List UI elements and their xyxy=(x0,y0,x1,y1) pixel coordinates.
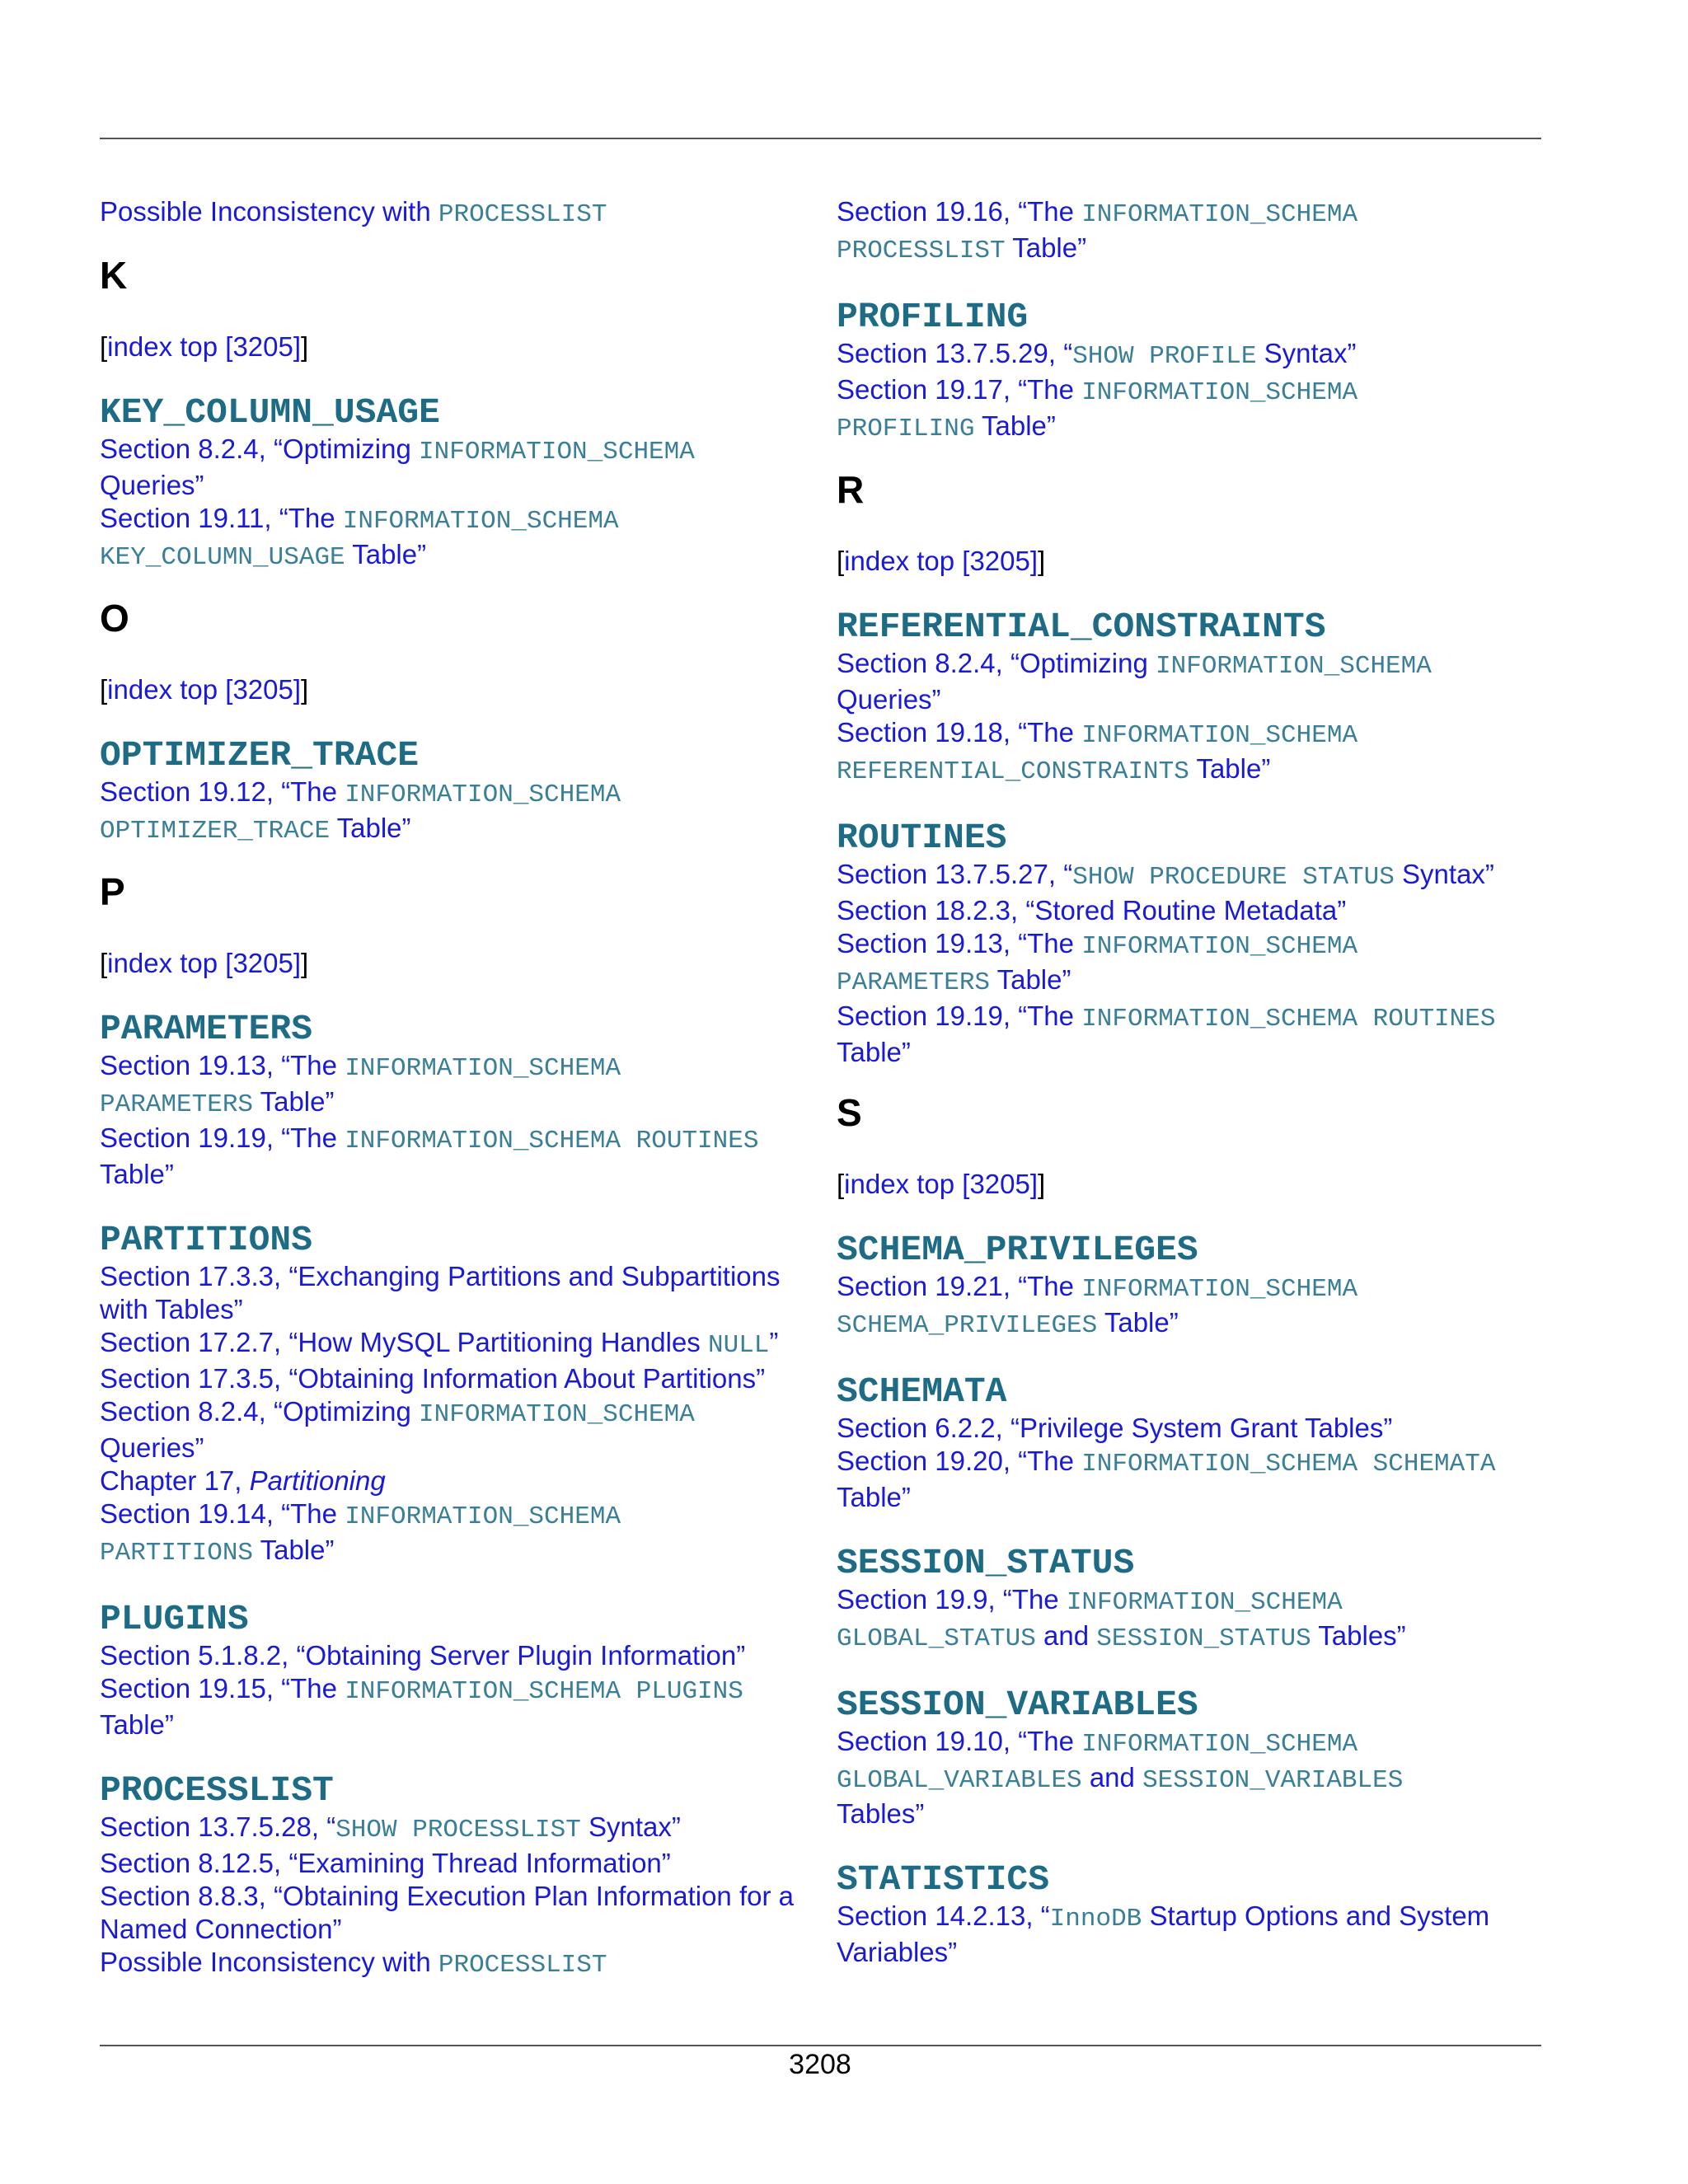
top-rule xyxy=(100,138,1541,139)
index-top-link[interactable]: [index top [3205]] xyxy=(837,1169,1046,1199)
index-link[interactable]: Section 19.21, “The INFORMATION_SCHEMA SCHEMA_PRIVILEGES Table” xyxy=(837,1271,1358,1340)
index-link[interactable]: Section 19.20, “The INFORMATION_SCHEMA SCHEMATA Table” xyxy=(837,1446,1496,1512)
left-column xyxy=(100,195,825,1982)
term-session-variables: SESSION_VARIABLES xyxy=(837,1685,1198,1725)
index-top-link[interactable]: [index top [3205]] xyxy=(100,948,309,978)
term-partitions: PARTITIONS xyxy=(100,1220,313,1260)
index-link[interactable]: Section 6.2.2, “Privilege System Grant Tables” xyxy=(837,1413,1393,1443)
right-column xyxy=(837,195,1562,1969)
index-link[interactable]: Section 19.12, “The INFORMATION_SCHEMA OPTIMIZER_TRACE Table” xyxy=(100,776,621,846)
term-processlist: PROCESSLIST xyxy=(100,1770,334,1811)
index-link[interactable]: Section 13.7.5.28, “SHOW PROCESSLIST Syntax” xyxy=(100,1811,681,1844)
term-schemata: SCHEMATA xyxy=(837,1371,1007,1412)
term-profiling: PROFILING xyxy=(837,297,1029,337)
index-link[interactable]: Section 8.8.3, “Obtaining Execution Plan Information for a Named Connection” xyxy=(100,1881,794,1944)
term-schema-privileges: SCHEMA_PRIVILEGES xyxy=(837,1230,1198,1270)
index-link[interactable]: Section 19.13, “The INFORMATION_SCHEMA PARAMETERS Table” xyxy=(100,1050,621,1119)
index-link[interactable]: Section 19.10, “The INFORMATION_SCHEMA GLOBAL_VARIABLES and SESSION_VARIABLES Tables” xyxy=(837,1726,1404,1829)
index-link[interactable]: Section 13.7.5.29, “SHOW PROFILE Syntax” xyxy=(837,338,1357,371)
term-optimizer-trace: OPTIMIZER_TRACE xyxy=(100,735,420,776)
term-routines: ROUTINES xyxy=(837,818,1007,858)
index-link[interactable]: Section 17.3.5, “Obtaining Information About Partitions” xyxy=(100,1363,766,1394)
term-key-column-usage: KEY_COLUMN_USAGE xyxy=(100,392,440,433)
term-referential-constraints: REFERENTIAL_CONSTRAINTS xyxy=(837,607,1326,647)
index-link[interactable]: Section 17.2.7, “How MySQL Partitioning Handles NULL” xyxy=(100,1327,779,1360)
index-link[interactable]: Section 19.16, “The INFORMATION_SCHEMA PROCESSLIST Table” xyxy=(837,196,1358,265)
letter-heading-r: R xyxy=(837,468,865,511)
index-link[interactable]: Chapter 17, Partitioning xyxy=(100,1465,386,1496)
index-link[interactable]: Section 19.18, “The INFORMATION_SCHEMA REFERENTIAL_CONSTRAINTS Table” xyxy=(837,717,1358,786)
index-link[interactable]: Section 19.13, “The INFORMATION_SCHEMA PARAMETERS Table” xyxy=(837,928,1358,997)
bottom-rule xyxy=(100,2045,1541,2046)
letter-heading-o: O xyxy=(100,597,129,640)
index-link[interactable]: Section 13.7.5.27, “SHOW PROCEDURE STATUS Syntax” xyxy=(837,859,1494,892)
index-link[interactable]: Possible Inconsistency with PROCESSLIST xyxy=(100,1947,607,1980)
index-link[interactable]: Section 19.19, “The INFORMATION_SCHEMA ROUTINES Table” xyxy=(100,1122,759,1189)
index-link[interactable]: Possible Inconsistency with PROCESSLIST xyxy=(100,196,607,229)
index-link[interactable]: Section 18.2.3, “Stored Routine Metadata” xyxy=(837,895,1347,926)
term-statistics: STATISTICS xyxy=(837,1859,1050,1900)
index-link[interactable]: Section 8.12.5, “Examining Thread Information” xyxy=(100,1848,671,1878)
index-link[interactable]: Section 19.14, “The INFORMATION_SCHEMA PARTITIONS Table” xyxy=(100,1498,621,1568)
term-session-status: SESSION_STATUS xyxy=(837,1543,1135,1583)
index-top-link[interactable]: [index top [3205]] xyxy=(100,674,309,705)
letter-heading-k: K xyxy=(100,254,128,297)
index-link[interactable]: Section 8.2.4, “Optimizing INFORMATION_SCHEMA Queries” xyxy=(100,1396,695,1463)
index-link[interactable]: Section 8.2.4, “Optimizing INFORMATION_SCHEMA Queries” xyxy=(100,434,695,500)
index-link[interactable]: Section 19.17, “The INFORMATION_SCHEMA PROFILING Table” xyxy=(837,374,1358,443)
index-link[interactable]: Section 19.19, “The INFORMATION_SCHEMA ROUTINES Table” xyxy=(837,1001,1496,1067)
index-top-link[interactable]: [index top [3205]] xyxy=(837,546,1046,576)
index-link[interactable]: Section 14.2.13, “InnoDB Startup Options and System Variables” xyxy=(837,1900,1490,1967)
index-link[interactable]: Section 19.15, “The INFORMATION_SCHEMA PLUGINS Table” xyxy=(100,1673,743,1740)
index-top-link[interactable]: [index top [3205]] xyxy=(100,331,309,362)
index-link[interactable]: Section 8.2.4, “Optimizing INFORMATION_SCHEMA Queries” xyxy=(837,648,1432,715)
index-link[interactable]: Section 19.9, “The INFORMATION_SCHEMA GLOBAL_STATUS and SESSION_STATUS Tables” xyxy=(837,1584,1406,1653)
term-parameters: PARAMETERS xyxy=(100,1009,313,1049)
index-link[interactable]: Section 19.11, “The INFORMATION_SCHEMA KEY_COLUMN_USAGE Table” xyxy=(100,503,619,572)
letter-heading-p: P xyxy=(100,870,125,913)
letter-heading-s: S xyxy=(837,1091,862,1134)
index-link[interactable]: Section 5.1.8.2, “Obtaining Server Plugin Information” xyxy=(100,1640,746,1671)
term-plugins: PLUGINS xyxy=(100,1599,249,1639)
page-number: 3208 xyxy=(789,2049,851,2080)
index-link[interactable]: Section 17.3.3, “Exchanging Partitions and Subpartitions with Tables” xyxy=(100,1261,781,1324)
